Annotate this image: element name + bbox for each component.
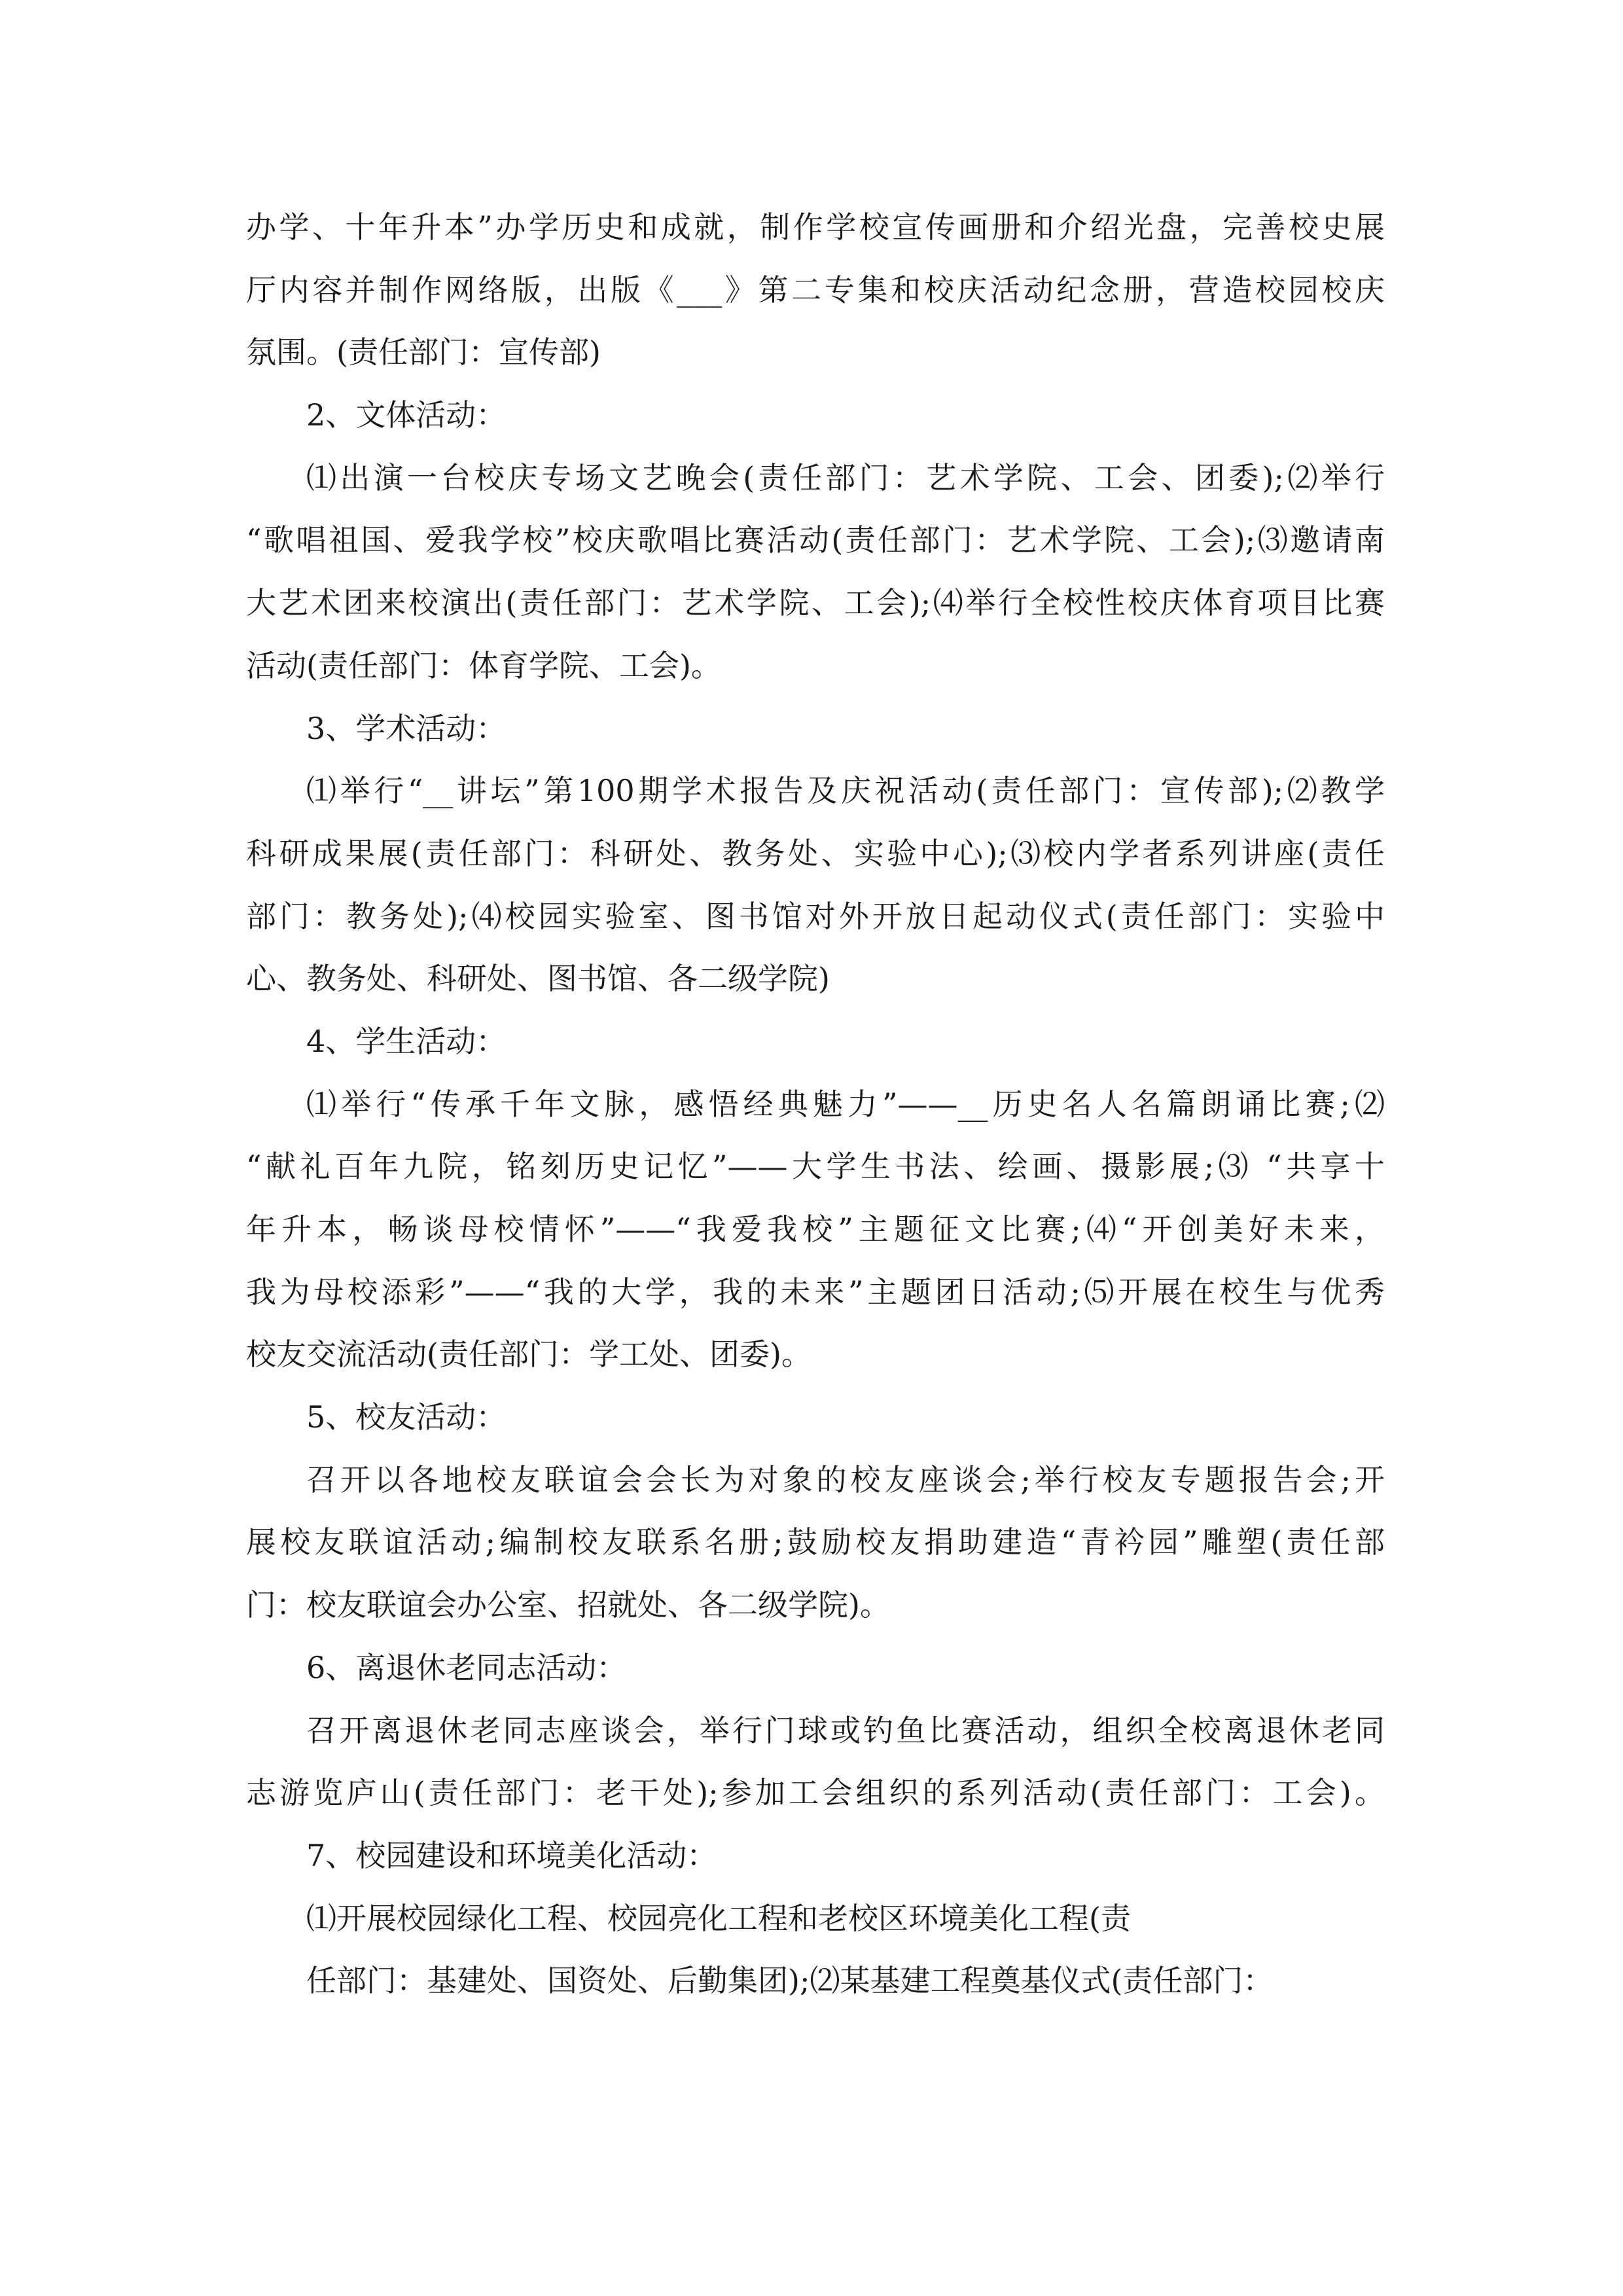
section-heading: 2、文体活动：	[306, 397, 507, 433]
paragraph-line: 志游览庐山(责任部门：老干处);参加工会组织的系列活动(责任部门：工会)。	[246, 1775, 1385, 1811]
paragraph-line: 校友交流活动(责任部门：学工处、团委)。	[246, 1336, 812, 1372]
paragraph-line: 展校友联谊活动;编制校友联系名册;鼓励校友捐助建造“青衿园”雕塑(责任部	[246, 1524, 1385, 1560]
section-heading: 3、学术活动：	[306, 710, 507, 746]
section-heading: 6、离退休老同志活动：	[306, 1649, 627, 1685]
paragraph-line: 我为母校添彩”——“我的大学，我的未来”主题团日活动;⑸开展在校生与优秀	[246, 1274, 1385, 1310]
paragraph-line: 年升本，畅谈母校情怀”——“我爱我校”主题征文比赛;⑷“开创美好未来，	[246, 1211, 1385, 1247]
paragraph-line: 部门：教务处);⑷校园实验室、图书馆对外开放日起动仪式(责任部门：实验中	[246, 898, 1385, 934]
paragraph-line: “歌唱祖国、爱我学校”校庆歌唱比赛活动(责任部门：艺术学院、工会);⑶邀请南	[246, 522, 1385, 558]
paragraph-line: ⑴开展校园绿化工程、校园亮化工程和老校区环境美化工程(责	[306, 1900, 1131, 1936]
section-heading: 5、校友活动：	[306, 1399, 507, 1435]
section-heading: 4、学生活动：	[306, 1023, 507, 1059]
document-body	[246, 196, 1385, 2013]
paragraph-line: ⑴出演一台校庆专场文艺晚会(责任部门：艺术学院、工会、团委);⑵举行	[306, 459, 1385, 495]
paragraph-line: 科研成果展(责任部门：科研处、教务处、实验中心);⑶校内学者系列讲座(责任	[246, 835, 1385, 871]
paragraph-line: ⑴举行“传承千年文脉，感悟经典魅力”——__历史名人名篇朗诵比赛;⑵	[306, 1086, 1385, 1122]
paragraph-line: 活动(责任部门：体育学院、工会)。	[246, 647, 721, 683]
paragraph-line: “献礼百年九院，铭刻历史记忆”——大学生书法、绘画、摄影展;⑶ “共享十	[246, 1149, 1385, 1185]
paragraph-line: 任部门：基建处、国资处、后勤集团);⑵某基建工程奠基仪式(责任部门：	[306, 1963, 1274, 1999]
paragraph-line: 氛围。(责任部门：宣传部)	[246, 334, 601, 370]
paragraph-line: 办学、十年升本”办学历史和成就，制作学校宣传画册和介绍光盘，完善校史展	[246, 209, 1385, 245]
paragraph-line: 召开离退休老同志座谈会，举行门球或钓鱼比赛活动，组织全校离退休老同	[306, 1712, 1385, 1748]
paragraph-line: 大艺术团来校演出(责任部门：艺术学院、工会);⑷举行全校性校庆体育项目比赛	[246, 585, 1385, 621]
paragraph-line: 召开以各地校友联谊会会长为对象的校友座谈会;举行校友专题报告会;开	[306, 1462, 1385, 1498]
paragraph-line: ⑴举行“__讲坛”第100期学术报告及庆祝活动(责任部门：宣传部);⑵教学	[306, 773, 1385, 809]
paragraph-line: 厅内容并制作网络版，出版《___》第二专集和校庆活动纪念册，营造校园校庆	[246, 272, 1385, 308]
section-heading: 7、校园建设和环境美化活动：	[306, 1837, 717, 1873]
paragraph-line: 门：校友联谊会办公室、招就处、各二级学院)。	[246, 1587, 890, 1623]
paragraph-line: 心、教务处、科研处、图书馆、各二级学院)	[246, 961, 830, 997]
